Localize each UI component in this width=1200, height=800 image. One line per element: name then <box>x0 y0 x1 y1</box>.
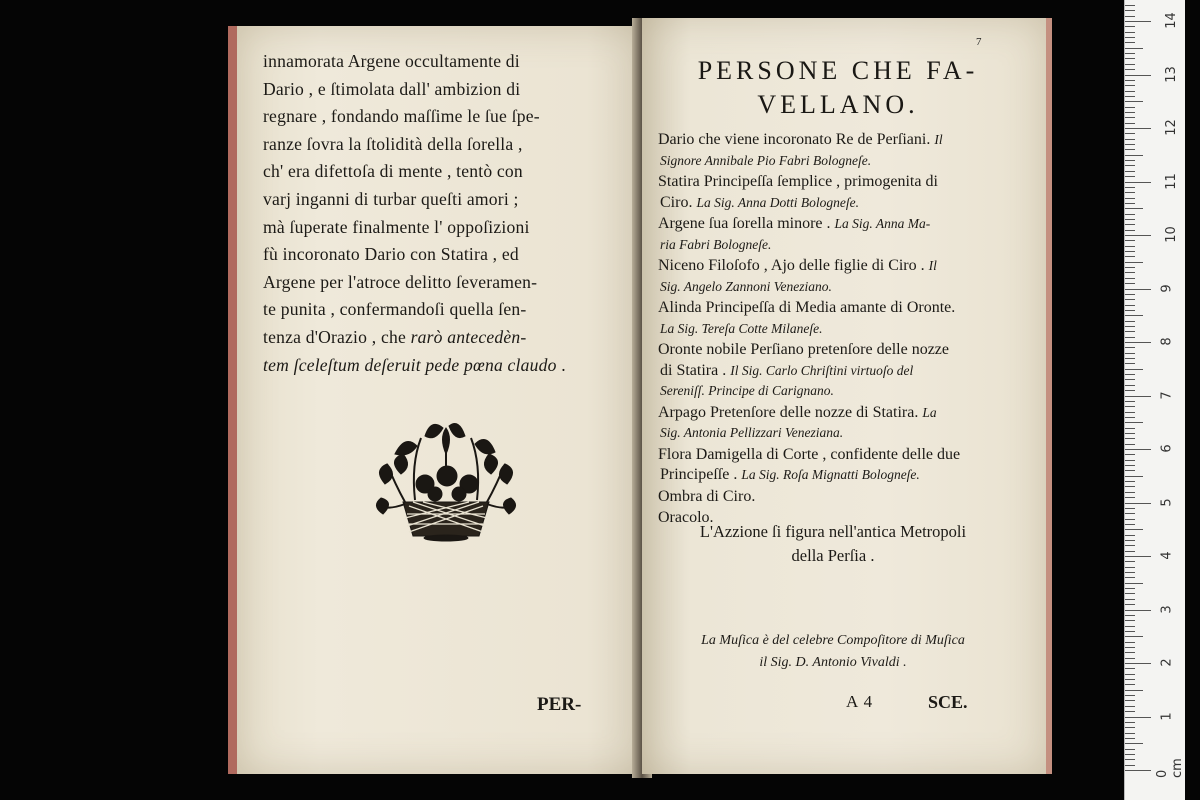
ruler-tick <box>1125 754 1135 755</box>
ruler-tick <box>1125 743 1143 744</box>
ruler-tick <box>1125 299 1135 300</box>
ruler-tick <box>1125 401 1135 402</box>
quote-end: . <box>561 354 566 375</box>
cast-singer: La Sig. Tereſa Cotte Milaneſe. <box>660 320 823 336</box>
ruler-tick <box>1125 642 1135 643</box>
ruler-tick <box>1125 326 1135 327</box>
ruler-tick <box>1125 711 1135 712</box>
ruler-tick <box>1125 374 1135 375</box>
title-line: VELLANO. <box>757 90 919 119</box>
ruler-tick <box>1125 310 1135 311</box>
ruler-tick <box>1125 160 1135 161</box>
ruler-label: 14 <box>1163 12 1179 29</box>
ruler-tick <box>1125 10 1135 11</box>
ruler-tick <box>1125 733 1135 734</box>
ruler-label: 6 <box>1159 444 1175 453</box>
ruler-tick <box>1125 486 1135 487</box>
ruler-tick <box>1125 149 1135 150</box>
ruler-label: 8 <box>1159 337 1175 346</box>
text-line: ranze ſovra la ſtolidità della ſorella , <box>263 133 523 154</box>
ruler-tick <box>1125 593 1135 594</box>
ruler-tick <box>1125 599 1135 600</box>
ruler-tick <box>1125 353 1135 354</box>
ruler-label: 11 <box>1163 172 1179 190</box>
ruler-tick <box>1125 444 1135 445</box>
cast-entry <box>658 445 1008 486</box>
cast-entry <box>658 256 1008 297</box>
ruler-tick <box>1125 749 1135 750</box>
ruler-tick <box>1125 738 1135 739</box>
ruler-tick <box>1125 604 1135 605</box>
ruler-tick <box>1125 770 1151 771</box>
ruler-tick <box>1125 529 1143 530</box>
cast-role: Ombra di Ciro. <box>658 487 756 505</box>
ruler-tick <box>1125 369 1143 370</box>
ruler-tick <box>1125 684 1135 685</box>
ruler-label: 12 <box>1163 119 1179 136</box>
ruler-tick <box>1125 663 1151 664</box>
ruler-label: 1 <box>1159 711 1175 721</box>
ruler-tick <box>1125 278 1135 279</box>
ruler-tick <box>1125 700 1135 701</box>
ruler-tick <box>1125 652 1135 653</box>
ruler-tick <box>1125 283 1135 284</box>
ruler-label: 2 <box>1159 658 1175 667</box>
cast-entry <box>658 403 1008 444</box>
cast-singer: La Sig. Anna Ma- <box>834 216 931 231</box>
ruler-tick <box>1125 192 1135 193</box>
ruler-tick <box>1125 465 1135 466</box>
ruler-tick <box>1125 508 1135 509</box>
basket-ornament-icon <box>365 414 527 542</box>
ruler-tick <box>1125 144 1135 145</box>
ruler-tick <box>1125 706 1135 707</box>
ruler-tick <box>1125 37 1135 38</box>
ruler-tick <box>1125 583 1143 584</box>
ruler-tick <box>1125 390 1135 391</box>
ruler-tick <box>1125 53 1135 54</box>
ruler-tick <box>1125 481 1135 482</box>
measuring-ruler <box>1124 0 1185 800</box>
signature-mark: A 4 <box>846 692 874 711</box>
ruler-tick <box>1125 363 1135 364</box>
text-line: Dario , e ſtimolata dall' ambizion di <box>263 78 521 99</box>
ruler-tick <box>1125 412 1135 413</box>
text-line <box>263 324 623 352</box>
cast-role: di Statira . <box>660 361 727 379</box>
text-line <box>263 352 623 380</box>
text-line: innamorata Argene occultamente di <box>263 51 520 71</box>
ruler-tick <box>1125 460 1135 461</box>
ruler-label: 7 <box>1159 390 1175 400</box>
ruler-tick <box>1125 187 1135 188</box>
page-number: 7 <box>976 36 982 48</box>
ruler-tick <box>1125 32 1135 33</box>
ruler-tick <box>1125 545 1135 546</box>
ruler-tick <box>1125 58 1135 59</box>
ruler-tick <box>1125 428 1135 429</box>
ruler-tick <box>1125 289 1151 290</box>
ruler-tick <box>1125 155 1143 156</box>
ruler-tick <box>1125 342 1151 343</box>
cast-singer: Sig. Angelo Zannoni Veneziano. <box>660 278 832 294</box>
ruler-tick <box>1125 658 1135 659</box>
ruler-tick <box>1125 449 1151 450</box>
ruler-tick <box>1125 674 1135 675</box>
ruler-tick <box>1125 588 1135 589</box>
ruler-tick <box>1125 230 1135 231</box>
catchword-left: PER- <box>537 694 582 715</box>
text-line: Argene per l'atroce delitto ſeveramen- <box>263 271 538 292</box>
cast-singer: La Sig. Anna Dotti Bologneſe. <box>696 194 859 210</box>
cast-list <box>658 130 1008 530</box>
left-page-text <box>263 48 623 379</box>
ruler-tick <box>1125 107 1135 108</box>
ruler-label: 10 <box>1163 226 1179 243</box>
ruler-tick <box>1125 240 1135 241</box>
cast-singer: Il <box>928 258 937 273</box>
open-book <box>228 18 1046 778</box>
ruler-tick <box>1125 165 1135 166</box>
ruler-tick <box>1125 42 1135 43</box>
ruler-tick <box>1125 433 1135 434</box>
ruler-tick <box>1125 321 1135 322</box>
ruler-tick <box>1125 26 1135 27</box>
ruler-label: 3 <box>1159 604 1175 614</box>
ruler-tick <box>1125 16 1135 17</box>
ruler-label: 13 <box>1163 65 1179 83</box>
ruler-tick <box>1125 347 1135 348</box>
setting-line: della Perſia . <box>791 546 875 565</box>
ruler-tick <box>1125 91 1135 92</box>
setting-note <box>658 520 1008 568</box>
cast-singer: ria Fabri Bologneſe. <box>660 236 772 252</box>
ruler-tick <box>1125 171 1135 172</box>
quote-italic: rarò antecedèn- <box>410 326 527 347</box>
ruler-tick <box>1125 75 1151 76</box>
cast-entry <box>658 172 1008 213</box>
ruler-tick <box>1125 497 1135 498</box>
ruler-tick <box>1125 524 1135 525</box>
ruler-tick <box>1125 198 1135 199</box>
cast-role: Flora Damigella di Corte , confidente delle due <box>658 445 961 463</box>
ruler-tick <box>1125 21 1151 22</box>
text-line: fù incoronato Dario con Statira , ed <box>263 244 519 265</box>
ruler-tick <box>1125 503 1151 504</box>
ruler-tick <box>1125 668 1135 669</box>
ruler-tick <box>1125 139 1135 140</box>
ruler-tick <box>1125 679 1135 680</box>
ruler-tick <box>1125 128 1151 129</box>
ruler-tick <box>1125 262 1143 263</box>
ruler-tick <box>1125 454 1135 455</box>
ruler-unit-label: 0 cm <box>1155 758 1185 778</box>
ruler-tick <box>1125 208 1143 209</box>
page-title <box>668 54 1008 122</box>
ruler-tick <box>1125 572 1135 573</box>
ruler-tick <box>1125 540 1135 541</box>
cast-entry <box>658 340 1008 402</box>
ruler-tick <box>1125 101 1143 102</box>
ruler-tick <box>1125 96 1135 97</box>
cast-role: Arpago Pretenſore delle nozze di Statira. <box>658 403 919 421</box>
cast-role: Ciro. <box>660 193 693 211</box>
ruler-tick <box>1125 551 1135 552</box>
ruler-tick <box>1125 636 1143 637</box>
ruler-tick <box>1125 176 1135 177</box>
ruler-tick <box>1125 556 1151 557</box>
ruler-tick <box>1125 695 1135 696</box>
cast-entry <box>658 487 1008 508</box>
text-line: regnare , fondando maſſime le ſue ſpe- <box>263 106 540 127</box>
music-credit <box>658 630 1008 674</box>
ruler-tick <box>1125 69 1135 70</box>
ruler-tick <box>1125 85 1135 86</box>
cast-role: Dario che viene incoronato Re de Perſiani. <box>658 131 931 148</box>
ruler-tick <box>1125 438 1135 439</box>
ruler-tick <box>1125 267 1135 268</box>
text-line: ch' era difettoſa di mente , tentò con <box>263 161 523 182</box>
catchword-right: SCE. <box>928 692 968 712</box>
setting-line: L'Azzione ſi figura nell'antica Metropoli <box>699 522 967 541</box>
ruler-tick <box>1125 256 1135 257</box>
ruler-tick <box>1125 519 1135 520</box>
ruler-tick <box>1125 535 1135 536</box>
ruler-tick <box>1125 224 1135 225</box>
cast-singer: Sig. Antonia Pellizzari Veneziana. <box>660 425 844 440</box>
ruler-tick <box>1125 406 1135 407</box>
cast-singer: La Sig. Roſa Mignatti Bologneſe. <box>741 467 920 482</box>
ruler-tick <box>1125 765 1135 766</box>
quote-italic: tem ſceleſtum deſeruit pede pœna claudo <box>263 354 557 375</box>
ruler-tick <box>1125 513 1135 514</box>
ruler-tick <box>1125 379 1135 380</box>
ruler-tick <box>1125 48 1143 49</box>
ruler-tick <box>1125 235 1151 236</box>
ruler-label: 9 <box>1159 283 1175 293</box>
cast-entry <box>658 214 1008 255</box>
text-line-roman: tenza d'Orazio , che <box>263 326 406 347</box>
title-line: PERSONE CHE FA- <box>697 56 979 85</box>
ruler-tick <box>1125 219 1135 220</box>
ruler-tick <box>1125 358 1135 359</box>
ruler-tick <box>1125 133 1135 134</box>
ruler-tick <box>1125 5 1135 6</box>
cast-role: Niceno Filoſofo , Ajo delle figlie di Ciro . <box>658 257 925 274</box>
ruler-tick <box>1125 567 1135 568</box>
cast-role: Oronte nobile Perſiano pretenſore delle nozze <box>658 341 949 358</box>
ruler-tick <box>1125 610 1151 611</box>
ruler-tick <box>1125 396 1151 397</box>
cast-singer: La <box>922 404 937 420</box>
ruler-tick <box>1125 631 1135 632</box>
ruler-tick <box>1125 422 1143 423</box>
left-page <box>228 26 649 774</box>
ruler-tick <box>1125 80 1135 81</box>
cast-singer: Il <box>934 132 943 147</box>
ruler-tick <box>1125 626 1135 627</box>
ruler-tick <box>1125 331 1135 332</box>
cast-role: Statira Principeſſa ſemplice , primogenita di <box>658 173 938 190</box>
ruler-tick <box>1125 561 1135 562</box>
ruler-tick <box>1125 123 1135 124</box>
ruler-tick <box>1125 717 1151 718</box>
text-line: te punita , confermandoſi quella ſen- <box>263 299 527 320</box>
ruler-tick <box>1125 112 1135 113</box>
ruler-tick <box>1125 577 1135 578</box>
cast-singer: Sereniſſ. Principe di Carignano. <box>660 383 834 398</box>
ruler-tick <box>1125 337 1135 338</box>
ruler-tick <box>1125 214 1135 215</box>
ruler-tick <box>1125 492 1135 493</box>
ruler-tick <box>1125 64 1135 65</box>
ruler-tick <box>1125 417 1135 418</box>
ruler-label: 5 <box>1159 497 1175 507</box>
cast-entry <box>658 130 1008 171</box>
ruler-tick <box>1125 615 1135 616</box>
ruler-tick <box>1125 294 1135 295</box>
cast-singer: Signore Annibale Pio Fabri Bologneſe. <box>660 152 872 168</box>
ruler-tick <box>1125 182 1151 183</box>
ruler-tick <box>1125 385 1135 386</box>
text-line: varj inganni di turbar queſti amori ; <box>263 188 519 209</box>
ruler-tick <box>1125 727 1135 728</box>
cast-role: Oracolo. <box>658 509 714 526</box>
ruler-tick <box>1125 759 1135 760</box>
ruler-tick <box>1125 272 1135 273</box>
text-line: mà ſuperate finalmente l' oppoſizioni <box>263 216 530 237</box>
cast-role: Argene ſua ſorella minore . <box>658 215 831 232</box>
ruler-tick <box>1125 647 1135 648</box>
cast-role: Principeſſe . <box>660 466 738 483</box>
ruler-tick <box>1125 315 1143 316</box>
cast-entry <box>658 298 1008 339</box>
ruler-tick <box>1125 251 1135 252</box>
ruler-tick <box>1125 690 1143 691</box>
ruler-tick <box>1125 620 1135 621</box>
cast-singer: Il Sig. Carlo Chriſtini virtuoſo del <box>730 362 914 378</box>
ruler-tick <box>1125 117 1135 118</box>
cast-role: Alinda Principeſſa di Media amante di Oronte. <box>658 299 956 316</box>
ruler-tick <box>1125 722 1135 723</box>
ruler-tick <box>1125 470 1135 471</box>
music-line: La Muſica è del celebre Compoſitore di Muſica <box>701 633 965 648</box>
ruler-tick <box>1125 476 1143 477</box>
ruler-tick <box>1125 246 1135 247</box>
ruler-tick <box>1125 305 1135 306</box>
ruler-tick <box>1125 203 1135 204</box>
music-line: il Sig. D. Antonio Vivaldi . <box>759 655 907 670</box>
ruler-label: 4 <box>1159 551 1175 560</box>
